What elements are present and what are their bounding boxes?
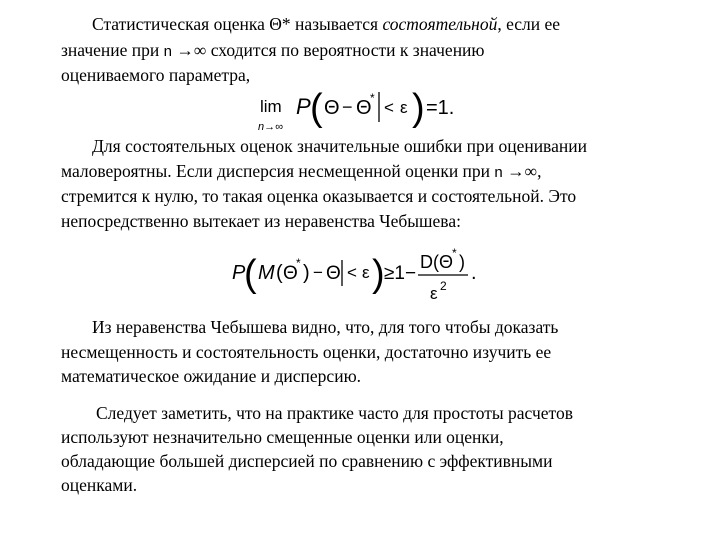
f2-drparen: )	[459, 252, 465, 272]
p2-line2-n: n	[494, 164, 503, 181]
f2-eps1: ε	[362, 263, 370, 282]
f2-d: D(Θ	[420, 252, 453, 272]
term-consistent: состоятельной	[382, 14, 498, 34]
p4-line1	[96, 402, 573, 424]
p3-line1	[92, 316, 558, 338]
f2-star2: *	[452, 246, 457, 260]
f1-eps: ε	[400, 98, 408, 117]
p4-line4-text: оценками.	[61, 475, 138, 495]
p1-line3	[61, 64, 250, 86]
p1-line1-text: Статистическая оценка Θ* называется	[92, 14, 383, 34]
f1-sub: n→∞	[258, 121, 283, 133]
f1-lt: <	[384, 98, 394, 117]
f2-mlparen: (	[276, 262, 283, 284]
p1-line2-n: n	[163, 43, 172, 60]
p3-line3-text: математическое ожидание и дисперсию.	[61, 366, 362, 386]
f2-m: M	[258, 262, 275, 284]
f2-theta1: Θ	[283, 263, 298, 284]
formula-chebyshev	[232, 246, 502, 308]
f1-p: P	[296, 94, 311, 119]
f2-theta2: Θ	[326, 263, 341, 284]
f2-ge: ≥1−	[384, 263, 417, 284]
formula-limit	[258, 86, 488, 136]
p1-line3-text: оцениваемого параметра,	[61, 65, 251, 85]
p2-line3	[61, 185, 576, 207]
p1-line2-text: значение при	[61, 40, 164, 60]
f1-rparen: )	[412, 87, 425, 129]
f1-star: *	[370, 91, 375, 105]
p2-line2-text: маловероятны. Если дисперсия несмещенной оценки при	[61, 161, 495, 181]
f1-eq: =1.	[426, 97, 455, 119]
p1-line1-tail: , если ее	[497, 14, 561, 34]
f2-p: P	[232, 262, 246, 284]
p3-line3	[61, 365, 361, 387]
p2-line1-text: Для состоятельных оценок значительные ошибки при оценивании	[92, 136, 587, 156]
p4-line3-text: обладающие большей дисперсией по сравнению с эффективными	[61, 451, 553, 471]
p4-line2	[61, 426, 504, 448]
f2-rparen: )	[372, 253, 385, 295]
p4-line3	[61, 450, 552, 472]
p2-line1	[92, 135, 587, 157]
p2-line4-text: непосредственно вытекает из неравенства Чебышева:	[61, 211, 461, 231]
f2-lparen: (	[244, 253, 257, 295]
f1-lim: lim	[260, 97, 282, 116]
f1-theta2: Θ	[356, 97, 372, 119]
f2-dot: .	[471, 262, 477, 284]
f1-lparen: (	[310, 87, 323, 129]
p2-line4	[61, 210, 461, 232]
p4-line4	[61, 474, 137, 496]
f2-minus: −	[313, 263, 323, 282]
p2-line2-tail: →∞,	[502, 161, 542, 181]
f2-eps2: ε	[430, 284, 438, 303]
p3-line2-text: несмещенность и состоятельность оценки, достаточно изучить ее	[61, 342, 552, 362]
f1-theta1: Θ	[324, 97, 340, 119]
f2-star1: *	[296, 256, 301, 270]
p3-line1-text: Из неравенства Чебышева видно, что, для того чтобы доказать	[92, 317, 559, 337]
f2-mrparen: )	[303, 262, 310, 284]
p1-line2-tail: →∞ сходится по вероятности к значению	[172, 40, 485, 60]
f2-square: 2	[440, 279, 447, 293]
p1-line2	[61, 39, 485, 63]
f1-minus: −	[342, 97, 353, 117]
p2-line2	[61, 160, 542, 184]
p4-line2-text: используют незначительно смещенные оценки или оценки,	[61, 427, 504, 447]
p4-line1-text: Следует заметить, что на практике часто для простоты расчетов	[96, 403, 573, 423]
f2-lt: <	[347, 263, 357, 282]
p2-line3-text: стремится к нулю, то такая оценка оказывается и состоятельной. Это	[61, 186, 577, 206]
p3-line2	[61, 341, 551, 363]
p1-line1	[92, 13, 560, 35]
